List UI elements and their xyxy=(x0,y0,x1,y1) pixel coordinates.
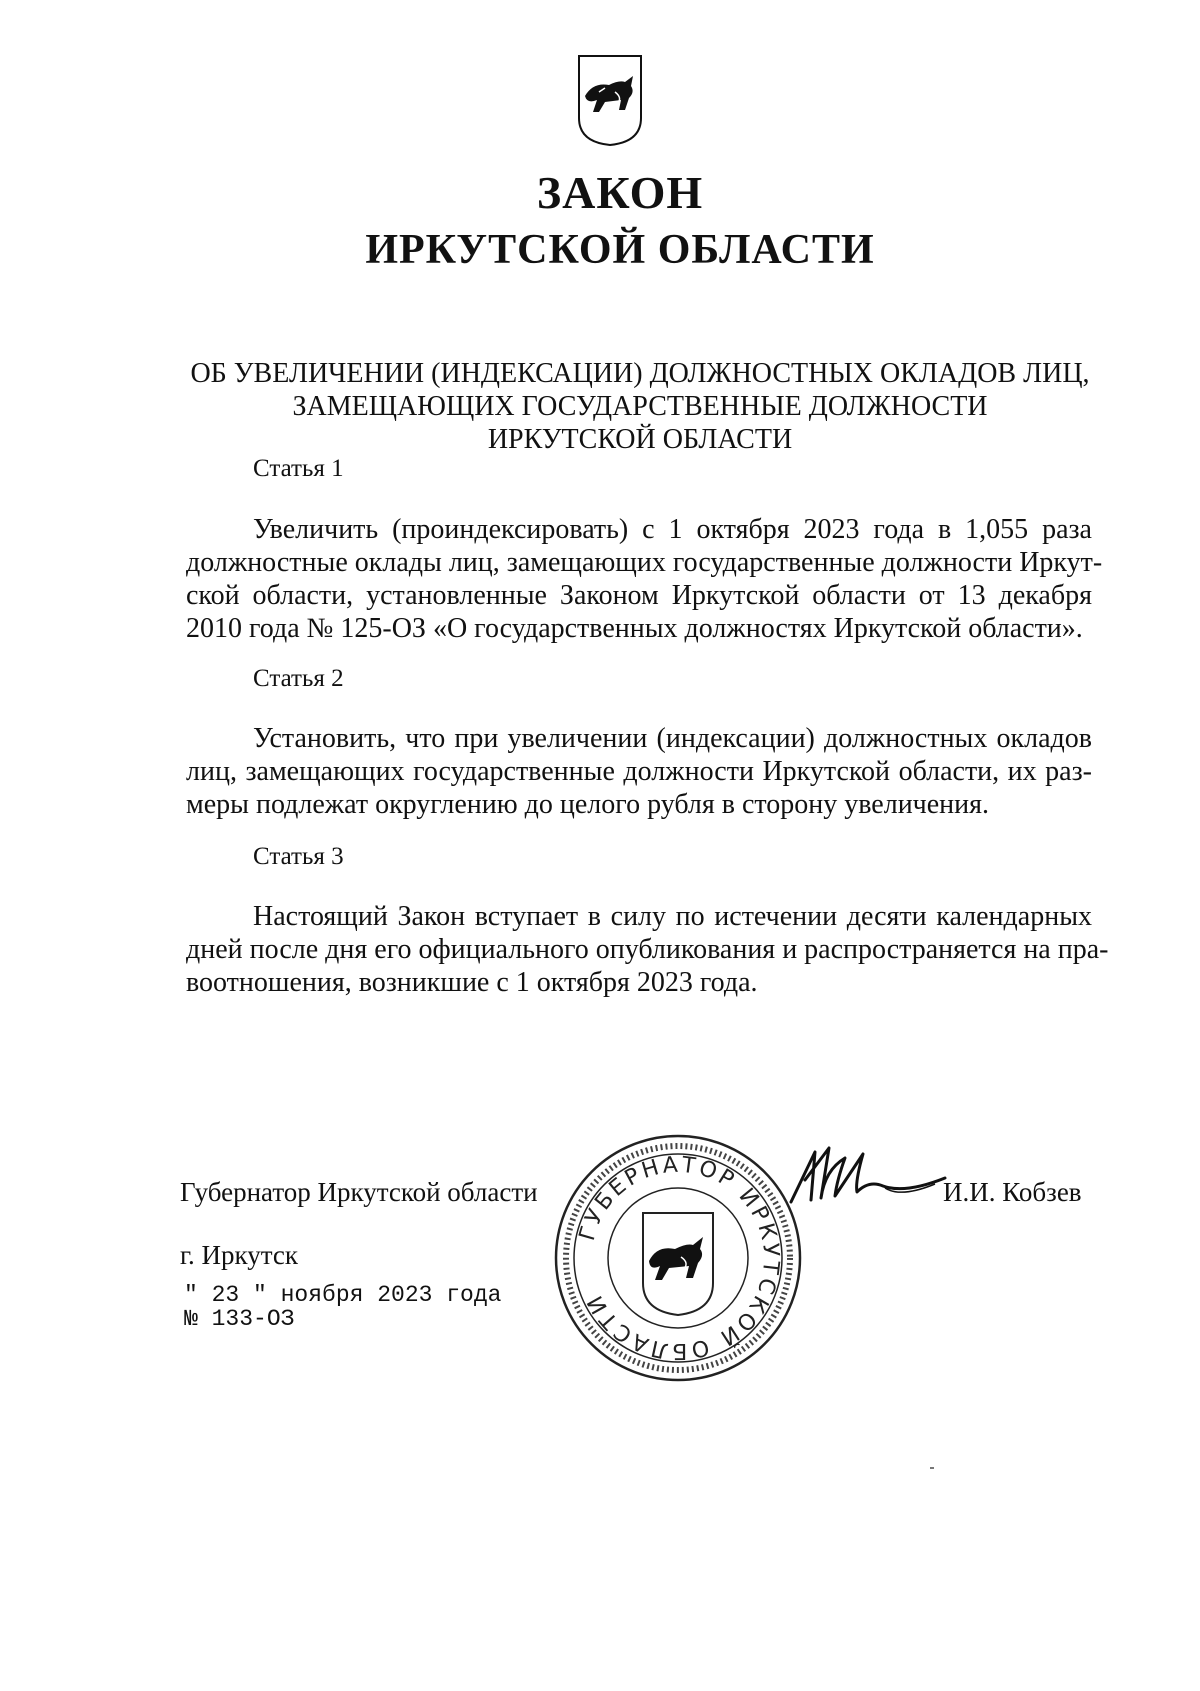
irkutsk-emblem-icon xyxy=(643,1213,713,1315)
irkutsk-emblem-icon xyxy=(575,52,645,148)
law-number: № 133-ОЗ xyxy=(184,1306,295,1332)
place-of-signing: г. Иркутск xyxy=(180,1240,298,1270)
text-line: воотношения, возникшие с 1 октября 2023 года. xyxy=(186,967,758,998)
signatory-name: И.И. Кобзев xyxy=(943,1177,1082,1207)
text-line: дней после дня его официального опубликования и распространяется на пра- xyxy=(186,934,1109,965)
handwritten-signature xyxy=(785,1140,955,1230)
document-type-title: ЗАКОН xyxy=(536,167,704,218)
text-line: Установить, что при увеличении (индексации) должностных окладов xyxy=(253,723,1092,754)
article-1-text xyxy=(186,513,1103,645)
subject-line: ИРКУТСКОЙ ОБЛАСТИ xyxy=(487,424,793,455)
article-3-heading: Статья 3 xyxy=(253,843,344,870)
text-line: должностные оклады лиц, замещающих государственные должности Иркут- xyxy=(186,547,1103,578)
text-line: 2010 года № 125-ОЗ «О государственных должностях Иркутской области». xyxy=(186,613,1083,644)
subject-line: ОБ УВЕЛИЧЕНИИ (ИНДЕКСАЦИИ) ДОЛЖНОСТНЫХ ОКЛАДОВ ЛИЦ, xyxy=(190,358,1090,389)
law-subject xyxy=(180,357,1100,456)
text-line: ской области, установленные Законом Иркутской области от 13 декабря xyxy=(186,580,1092,611)
text-line: Увеличить (проиндексировать) с 1 октября 2023 года в 1,055 раза xyxy=(253,514,1092,545)
seal-text: ГУБЕРНАТОР ИРКУТСКОЙ ОБЛАСТИ xyxy=(574,1152,784,1364)
article-3-text xyxy=(186,900,1109,999)
subject-line: ЗАМЕЩАЮЩИХ ГОСУДАРСТВЕННЫЕ ДОЛЖНОСТИ xyxy=(292,391,988,422)
text-line: лиц, замещающих государственные должности Иркутской области, их раз- xyxy=(186,756,1092,787)
article-2-text xyxy=(186,722,1092,821)
text-line: меры подлежат округлению до целого рубля в сторону увеличения. xyxy=(186,789,990,820)
issuer-title: ИРКУТСКОЙ ОБЛАСТИ xyxy=(365,227,875,273)
text-line: Настоящий Закон вступает в силу по истечении десяти календарных xyxy=(253,901,1092,932)
signatory-position: Губернатор Иркутской области xyxy=(180,1177,538,1207)
date-and-number xyxy=(184,1283,501,1331)
scan-speck xyxy=(930,1467,934,1469)
article-1-heading: Статья 1 xyxy=(253,455,344,482)
official-seal xyxy=(553,1133,803,1383)
article-2-heading: Статья 2 xyxy=(253,665,344,692)
signing-date: " 23 " ноября 2023 года xyxy=(184,1282,502,1308)
